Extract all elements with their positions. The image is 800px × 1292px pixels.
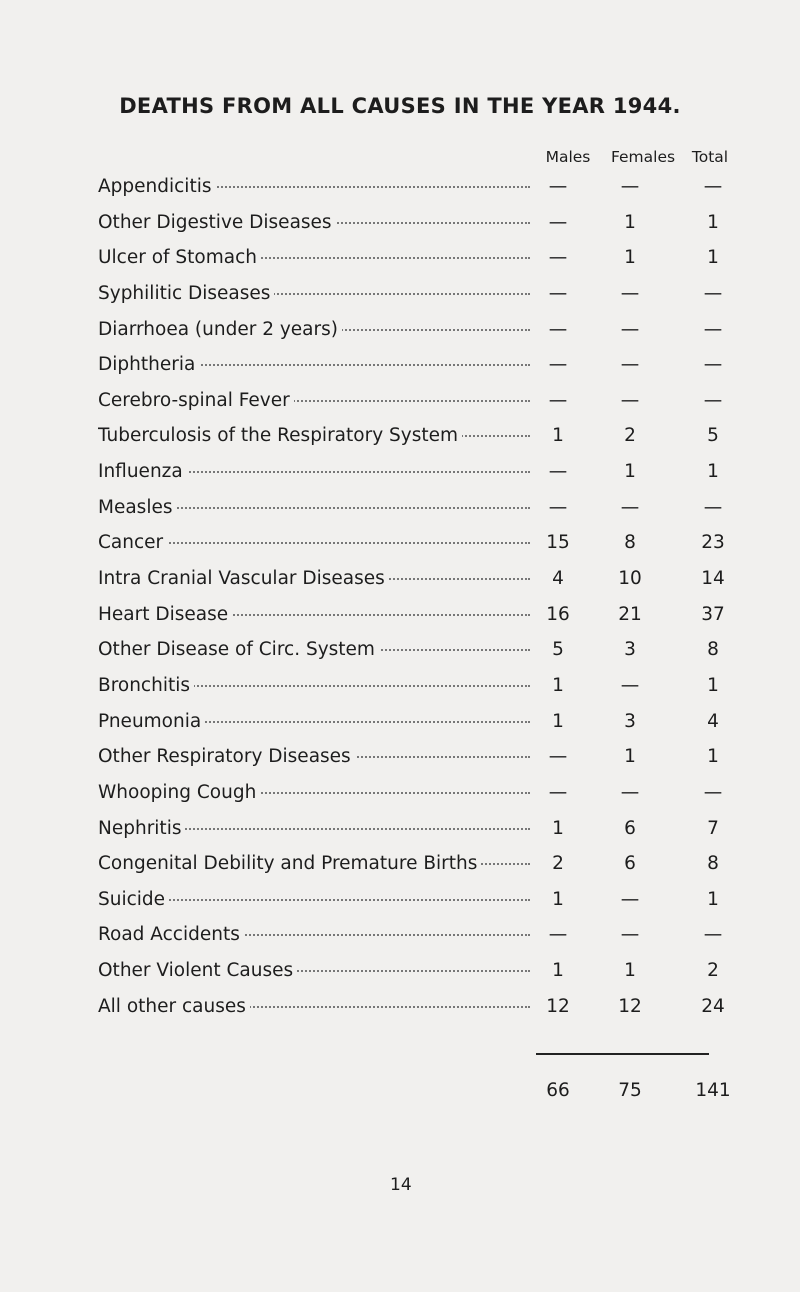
females-cell: 3: [624, 639, 636, 661]
cause-text: Other Digestive Diseases: [98, 212, 336, 233]
cause-label: [98, 675, 530, 696]
females-cell: 3: [624, 710, 636, 732]
total-cell: 1: [707, 247, 719, 269]
females-cell: 21: [618, 603, 642, 625]
total-cell: 1: [707, 461, 719, 483]
females-cell: —: [620, 318, 640, 340]
table-row: [98, 212, 738, 248]
males-cell: 5: [552, 639, 564, 661]
total-cell: 4: [707, 710, 719, 732]
cause-text: Other Disease of Circ. System: [98, 639, 379, 660]
cause-text: Suicide: [98, 889, 169, 910]
males-cell: 15: [546, 532, 570, 554]
cause-text: Intra Cranial Vascular Diseases: [98, 568, 389, 589]
cause-label: [98, 532, 530, 553]
cause-text: Whooping Cough: [98, 782, 260, 803]
table-row: [98, 461, 738, 497]
table-row: [98, 853, 738, 889]
females-cell: —: [620, 674, 640, 696]
cause-text: Other Violent Causes: [98, 960, 297, 981]
cause-label: [98, 782, 530, 803]
cause-text: Appendicitis: [98, 176, 215, 197]
males-cell: 1: [552, 425, 564, 447]
total-cell: 2: [707, 960, 719, 982]
males-cell: —: [548, 282, 568, 304]
males-cell: 1: [552, 888, 564, 910]
cause-text: Ulcer of Stomach: [98, 247, 261, 268]
cause-text: Other Respiratory Diseases: [98, 746, 355, 767]
cause-text: Diarrhoea (under 2 years): [98, 319, 342, 340]
table-row: [98, 639, 738, 675]
males-cell: —: [548, 746, 568, 768]
cause-text: Congenital Debility and Premature Births: [98, 853, 481, 874]
cause-label: [98, 354, 530, 375]
table-row: [98, 604, 738, 640]
males-cell: —: [548, 924, 568, 946]
table-row: [98, 176, 738, 212]
males-cell: 4: [552, 568, 564, 590]
males-cell: —: [548, 176, 568, 197]
cause-text: Nephritis: [98, 818, 185, 839]
cause-text: Diphtheria: [98, 354, 199, 375]
total-cell: 8: [707, 853, 719, 875]
total-cell: —: [703, 354, 723, 376]
females-cell: 6: [624, 853, 636, 875]
total-cell: 8: [707, 639, 719, 661]
cause-label: [98, 639, 530, 660]
cause-label: [98, 853, 530, 874]
table-row: [98, 497, 738, 533]
females-cell: 1: [624, 746, 636, 768]
total-all: 141: [695, 1080, 731, 1101]
cause-label: [98, 176, 530, 197]
total-cell: 24: [701, 995, 725, 1017]
total-cell: —: [703, 781, 723, 803]
females-cell: 6: [624, 817, 636, 839]
females-cell: 1: [624, 211, 636, 233]
cause-label: [98, 604, 530, 625]
cause-text: All other causes: [98, 996, 250, 1017]
cause-text: Measles: [98, 497, 176, 518]
cause-text: Pneumonia: [98, 711, 205, 732]
table-row: [98, 354, 738, 390]
cause-text: Road Accidents: [98, 924, 244, 945]
males-cell: 2: [552, 853, 564, 875]
total-cell: —: [703, 924, 723, 946]
cause-label: [98, 497, 530, 518]
total-cell: —: [703, 389, 723, 411]
cause-label: [98, 746, 530, 767]
cause-text: Heart Disease: [98, 604, 232, 625]
total-cell: 5: [707, 425, 719, 447]
table-row: [98, 996, 738, 1032]
cause-text: Cancer: [98, 532, 167, 553]
table-row: [98, 568, 738, 604]
table-row: [98, 425, 738, 461]
totals-row: [98, 1080, 738, 1106]
column-header-total: Total: [691, 148, 729, 166]
cause-text: Bronchitis: [98, 675, 194, 696]
cause-label: [98, 319, 530, 340]
total-cell: 1: [707, 888, 719, 910]
males-cell: —: [548, 247, 568, 269]
cause-label: [98, 425, 530, 446]
table-row: [98, 247, 738, 283]
males-cell: 16: [546, 603, 570, 625]
table-row: [98, 889, 738, 925]
males-cell: 1: [552, 960, 564, 982]
total-females: 75: [618, 1080, 642, 1101]
table-row: [98, 319, 738, 355]
totals-rule: [536, 1053, 709, 1055]
males-cell: —: [548, 781, 568, 803]
column-header-males: Males: [545, 148, 591, 166]
cause-label: [98, 960, 530, 981]
cause-label: [98, 390, 530, 411]
table-row: [98, 960, 738, 996]
total-males: 66: [546, 1080, 570, 1101]
column-header-females: Females: [610, 148, 676, 166]
females-cell: —: [620, 888, 640, 910]
females-cell: 12: [618, 995, 642, 1017]
page-number: 14: [390, 1175, 412, 1195]
cause-label: [98, 711, 530, 732]
males-cell: —: [548, 496, 568, 518]
total-cell: —: [703, 176, 723, 197]
cause-text: Tuberculosis of the Respiratory System: [98, 425, 462, 446]
females-cell: 1: [624, 960, 636, 982]
cause-label: [98, 461, 530, 482]
females-cell: —: [620, 389, 640, 411]
cause-label: [98, 247, 530, 268]
total-cell: 14: [701, 568, 725, 590]
females-cell: —: [620, 781, 640, 803]
females-cell: —: [620, 354, 640, 376]
females-cell: —: [620, 924, 640, 946]
females-cell: —: [620, 176, 640, 197]
cause-text: Cerebro-spinal Fever: [98, 390, 294, 411]
males-cell: 1: [552, 674, 564, 696]
total-cell: 37: [701, 603, 725, 625]
total-cell: —: [703, 318, 723, 340]
males-cell: —: [548, 461, 568, 483]
cause-label: [98, 818, 530, 839]
cause-label: [98, 212, 530, 233]
females-cell: 2: [624, 425, 636, 447]
table-row: [98, 818, 738, 854]
total-cell: —: [703, 282, 723, 304]
cause-text: Influenza: [98, 461, 187, 482]
table-row: [98, 283, 738, 319]
cause-label: [98, 568, 530, 589]
causes-table: [98, 176, 738, 1031]
females-cell: —: [620, 282, 640, 304]
total-cell: 1: [707, 211, 719, 233]
males-cell: 1: [552, 817, 564, 839]
table-row: [98, 746, 738, 782]
total-cell: —: [703, 496, 723, 518]
table-row: [98, 711, 738, 747]
total-cell: 1: [707, 674, 719, 696]
females-cell: —: [620, 496, 640, 518]
males-cell: —: [548, 389, 568, 411]
table-row: [98, 532, 738, 568]
table-row: [98, 675, 738, 711]
males-cell: —: [548, 318, 568, 340]
total-cell: 7: [707, 817, 719, 839]
cause-label: [98, 996, 530, 1017]
total-cell: 23: [701, 532, 725, 554]
cause-text: Syphilitic Diseases: [98, 283, 274, 304]
total-cell: 1: [707, 746, 719, 768]
cause-label: [98, 283, 530, 304]
cause-label: [98, 889, 530, 910]
females-cell: 1: [624, 461, 636, 483]
males-cell: —: [548, 354, 568, 376]
females-cell: 10: [618, 568, 642, 590]
males-cell: —: [548, 211, 568, 233]
cause-label: [98, 924, 530, 945]
males-cell: 1: [552, 710, 564, 732]
table-row: [98, 390, 738, 426]
page-title: DEATHS FROM ALL CAUSES IN THE YEAR 1944.: [119, 94, 681, 118]
females-cell: 8: [624, 532, 636, 554]
females-cell: 1: [624, 247, 636, 269]
table-row: [98, 924, 738, 960]
table-row: [98, 782, 738, 818]
males-cell: 12: [546, 995, 570, 1017]
